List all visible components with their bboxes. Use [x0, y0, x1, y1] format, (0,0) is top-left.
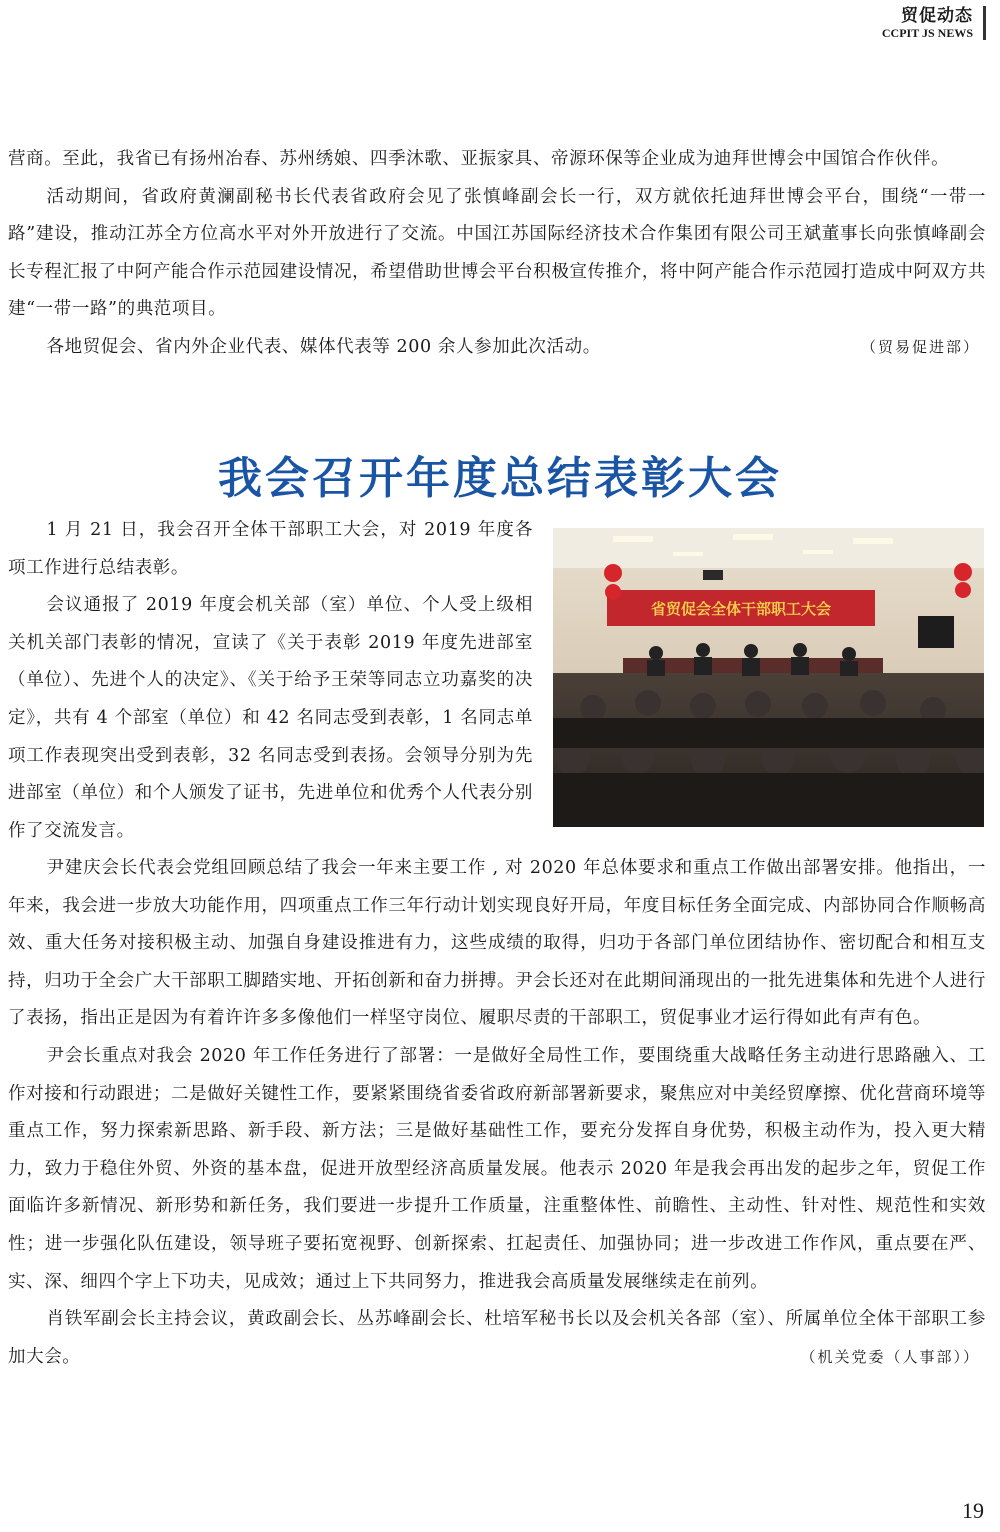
photo-banner-text: 省贸促会全体干部职工大会: [650, 600, 832, 618]
top-signature: （贸易促进部）: [860, 337, 980, 356]
top-paragraph-3-text: 各地贸促会、省内外企业代表、媒体代表等 200 余人参加此次活动。: [46, 336, 601, 357]
article-paragraph-3: 尹建庆会长代表会党组回顾总结了我会一年来主要工作 , 对 2020 年总体要求和重点工作做出部署安排。他指出，一年来，我会进一步放大功能作用，四项重点工作三年行动计划实现良好开局，年度目标任务全面完成、内部协同合作顺畅高效、重大任务对接积极主动、加强自身建设推进有力，这些成绩的取得，归功于各部门单位团结协作、密切配合和相互支持，归功于全会广大干部职工脚踏实地、开拓创新和奋力拼搏。尹会长还对在此期间涌现出的一批先进集体和先进个人进行了表扬，指出正是因为有着许许多多像他们一样坚守岗位、履职尽责的干部职工，贸促事业才运行得如此有声有色。: [8, 858, 986, 1029]
article-title: 我会召开年度总结表彰大会: [218, 453, 782, 504]
meeting-photo: [553, 528, 984, 827]
page-number: 19: [962, 1498, 984, 1523]
article-body: [8, 850, 986, 1376]
top-paragraph-3: [8, 329, 986, 367]
article-paragraph-4: 尹会长重点对我会 2020 年工作任务进行了部署：一是做好全局性工作，要围绕重大战略任务主动进行思路融入、工作对接和行动跟进；二是做好关键性工作，要紧紧围绕省委省政府新部署新要求，聚焦应对中美经贸摩擦、优化营商环境等重点工作，努力探索新思路、新手段、新方法；三是做好基础性工作，要充分发挥自身优势，积极主动作为，投入更大精力，致力于稳住外贸、外资的基本盘，促进开放型经济高质量发展。他表示 2020 年是我会再出发的起步之年，贸促工作面临许多新情况、新形势和新任务，我们要进一步提升工作质量，注重整体性、前瞻性、主动性、针对性、规范性和实效性；进一步强化队伍建设，领导班子要拓宽视野、创新探索、扛起责任、加强协同；进一步改进工作作风，重点要在严、实、深、细四个字上下功夫，见成效；通过上下共同努力，推进我会高质量发展继续走在前列。: [8, 1045, 986, 1292]
article-paragraph-5-text: 肖铁军副会长主持会议，黄政副会长、丛苏峰副会长、杜培军秘书长以及会机关各部（室）、所属单位全体干部职工参加大会。: [8, 1309, 986, 1367]
top-paragraph-1: 营商。至此，我省已有扬州冶春、苏州绣娘、四季沐歌、亚振家具、帝源环保等企业成为迪拜世博会中国馆合作伙伴。: [8, 149, 950, 169]
header-title-en: CCPIT JS NEWS: [881, 26, 973, 40]
top-section: [8, 141, 986, 367]
header-title-cn: 贸促动态: [901, 6, 973, 26]
article-intro: [8, 512, 533, 850]
article-signature: （机关党委（人事部））: [800, 1347, 980, 1366]
article-paragraph-2: 会议通报了 2019 年度会机关部（室）单位、个人受上级相关机关部门表彰的情况，宣读了《关于表彰 2019 年度先进部室（单位）、先进个人的决定》、《关于给予王荣等同志立功嘉奖的决定》，共有 4 个部室（单位）和 42 名同志受到表彰，1 名同志单项工作表现突出受到表彰，32 名同志受到表扬。会领导分别为先进部室（单位）和个人颁发了证书，先进单位和优秀个人代表分别作了交流发言。: [8, 595, 533, 841]
article-paragraph-5: [8, 1301, 986, 1376]
top-paragraph-2: 活动期间，省政府黄澜副秘书长代表省政府会见了张慎峰副会长一行，双方就依托迪拜世博会平台，围绕“一带一路”建设，推动江苏全方位高水平对外开放进行了交流。中国江苏国际经济技术合作集团有限公司王斌董事长向张慎峰副会长专程汇报了中阿产能合作示范园建设情况，希望借助世博会平台积极宣传推介，将中阿产能合作示范园打造成中阿双方共建“一带一路”的典范项目。: [8, 186, 986, 320]
article-paragraph-1: 1 月 21 日，我会召开全体干部职工大会，对 2019 年度各项工作进行总结表彰。: [8, 520, 533, 578]
magazine-header: [882, 6, 986, 40]
